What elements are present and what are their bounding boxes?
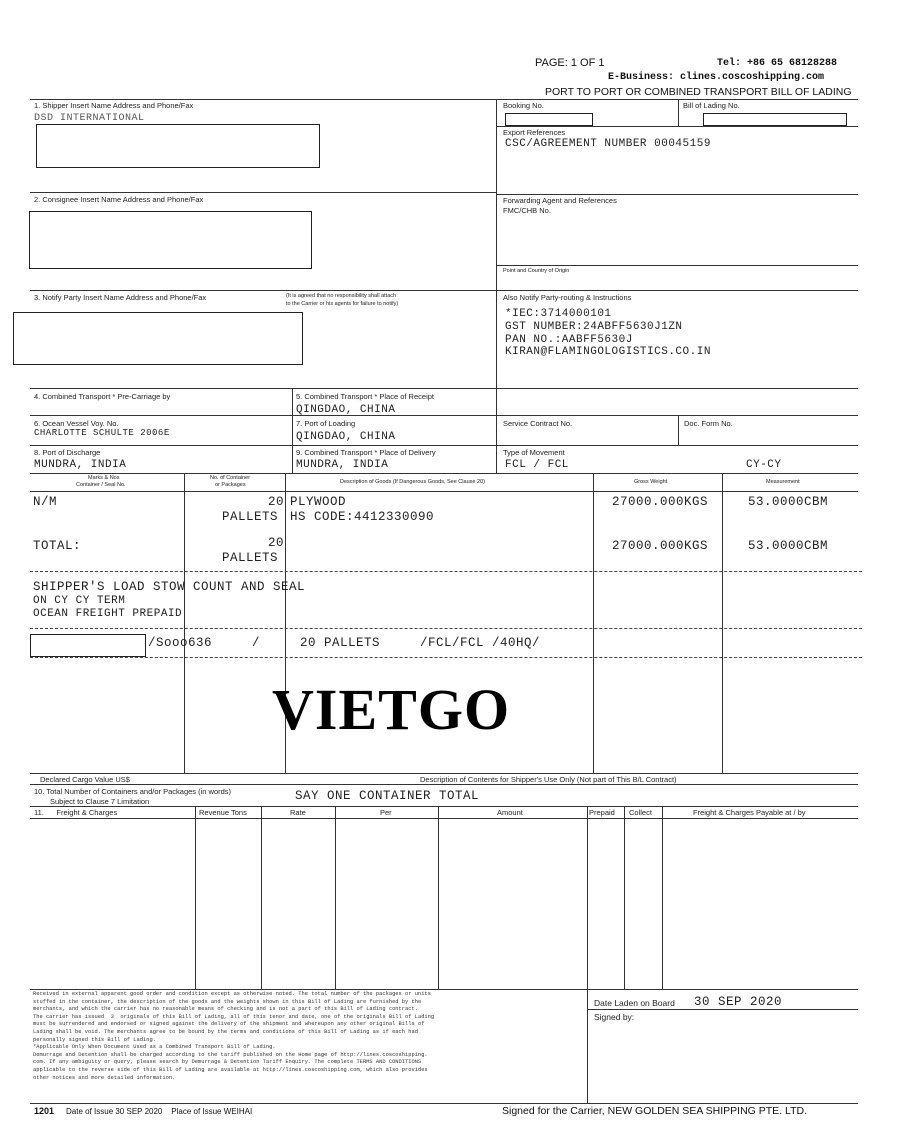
total-measurement: 53.0000CBM xyxy=(748,539,829,553)
rate-header: Rate xyxy=(290,808,306,817)
freight-prepaid-clause: OCEAN FREIGHT PREPAID xyxy=(33,608,183,620)
prepaid-header: Prepaid xyxy=(589,808,615,817)
container-number-redaction-box xyxy=(30,634,146,657)
declared-value-label: Declared Cargo Value US$ xyxy=(40,775,130,784)
per-header: Per xyxy=(380,808,392,817)
shipper-name: DSD INTERNATIONAL xyxy=(34,113,145,124)
origin-label: Point and Country of Origin xyxy=(503,268,570,274)
place-of-receipt-value: QINGDAO, CHINA xyxy=(296,404,396,416)
e-business: E-Business: clines.coscoshipping.com xyxy=(608,72,825,83)
telephone: Tel: +86 65 68128288 xyxy=(717,58,838,69)
watermark-logo: VIETGO xyxy=(272,677,511,742)
booking-label: Booking No. xyxy=(503,101,544,110)
payable-at-header: Freight & Charges Payable at / by xyxy=(693,808,806,817)
page-number: PAGE: 1 OF 1 xyxy=(535,57,605,69)
freight-charges-header: 11. Freight & Charges xyxy=(34,808,118,817)
also-notify-line-3: PAN NO.:AABFF5630J xyxy=(505,334,633,346)
port-of-discharge-label: 8. Port of Discharge xyxy=(34,448,101,457)
port-of-loading-value: QINGDAO, CHINA xyxy=(296,431,396,443)
issue-date-place: Date of Issue 30 SEP 2020 Place of Issue WEIHAI xyxy=(66,1107,253,1116)
packages-header-2: or Packages xyxy=(215,482,246,488)
total-quantity: 20 xyxy=(268,536,285,550)
notify-redaction-box xyxy=(13,312,303,365)
consignee-label: 2. Consignee Insert Name Address and Phone/Fax xyxy=(34,195,204,204)
also-notify-line-2: GST NUMBER:24ABFF5630J1ZN xyxy=(505,321,683,333)
shipper-redaction-box xyxy=(36,124,320,168)
bill-of-lading-label: Bill of Lading No. xyxy=(683,101,740,110)
total-containers-sub: Subject to Clause 7 Limitation xyxy=(50,797,150,806)
cargo-marks: N/M xyxy=(33,495,58,509)
port-of-loading-label: 7. Port of Loading xyxy=(296,419,356,428)
type-of-movement-terms: CY-CY xyxy=(746,459,782,471)
doc-form-label: Doc. Form No. xyxy=(684,419,733,428)
amount-header: Amount xyxy=(497,808,523,817)
form-code: 1201 xyxy=(34,1106,55,1116)
vessel-value: CHARLOTTE SCHULTE 2006E xyxy=(34,428,170,438)
cargo-measurement: 53.0000CBM xyxy=(748,495,829,509)
service-contract-label: Service Contract No. xyxy=(503,419,573,428)
shipper-label: 1. Shipper Insert Name Address and Phone/Fax xyxy=(34,101,194,110)
carrier-signature: Signed for the Carrier, NEW GOLDEN SEA SHIPPING PTE. LTD. xyxy=(502,1105,807,1117)
total-label: TOTAL: xyxy=(33,539,82,553)
also-notify-label: Also Notify Party-routing & Instructions xyxy=(503,293,632,302)
notify-note-2: to the Carrier or his agents for failure to notify) xyxy=(286,301,399,307)
cy-term-clause: ON CY CY TERM xyxy=(33,595,126,607)
description-header: Description of Goods (If Dangerous Goods, See Clause 20) xyxy=(340,479,485,485)
date-laden-value: 30 SEP 2020 xyxy=(694,995,783,1009)
cargo-hs-code: HS CODE:4412330090 xyxy=(290,510,435,524)
packages-header: No. of Container xyxy=(210,475,251,481)
terms-text: Received in external apparent good order and condition except as otherwise noted. The total number of the packages or units stuffed in the container, the description of the goods and the weights shown in this Bill of Lading are furnished by the merchants, and which the carrier has no reasonable means of checking and is not a part of this Bill of Lading contract. The carrier has issued 3 originals of this Bill of Lading, all of this tenor and date, one of the originals Bill of Lading must be surrendered and endorsed or signed against the delivery of the shipment and whereupon any other original Bills of Lading shall be void. The merchants agree to be bound by the terms and conditions of this Bill of Lading as if each had personally signed this Bill of Lading. *Applicable Only When Document Used as a Combined Transport Bill of Lading. Demurrage and Detention shall be charged according to the tariff published on the Home page of http://lines.coscoshipping. com. If any ambiguity or query, please search by Demurrage & Detention Tariff Enquiry. The complete TERMS AND CONDITIONS applicable to the reverse side of this Bill of Lading are available at http://lines.coscoshipping.com, which also provides other notices and more detailed information. xyxy=(33,991,435,1081)
gross-weight-header: Gross Weight xyxy=(634,479,668,485)
cargo-description: PLYWOOD xyxy=(290,495,347,509)
revenue-tons-header: Revenue Tons xyxy=(199,808,247,817)
vessel-label: 6. Ocean Vessel Voy. No. xyxy=(34,419,119,428)
total-containers-value: SAY ONE CONTAINER TOTAL xyxy=(295,789,480,803)
export-references-value: CSC/AGREEMENT NUMBER 00045159 xyxy=(505,138,711,150)
forwarding-agent-label: Forwarding Agent and References xyxy=(503,196,617,205)
contents-description-label: Description of Contents for Shipper's Use Only (Not part of This B/L Contract) xyxy=(420,775,677,784)
shipper-load-clause: SHIPPER'S LOAD STOW COUNT AND SEAL xyxy=(33,580,306,594)
total-gross-weight: 27000.000KGS xyxy=(612,539,709,553)
document-title: PORT TO PORT OR COMBINED TRANSPORT BILL OF LADING xyxy=(545,86,852,98)
date-laden-label: Date Laden on Board xyxy=(594,998,675,1008)
place-of-delivery-value: MUNDRA, INDIA xyxy=(296,459,389,471)
fmc-chb-label: FMC/CHB No. xyxy=(503,206,551,215)
container-seal-header: Container / Seal No. xyxy=(76,482,126,488)
cargo-quantity: 20 xyxy=(268,495,285,509)
total-unit: PALLETS xyxy=(222,551,279,565)
also-notify-line-4: KIRAN@FLAMINGOLOGISTICS.CO.IN xyxy=(505,346,711,358)
port-of-discharge-value: MUNDRA, INDIA xyxy=(34,459,127,471)
place-of-delivery-label: 9. Combined Transport * Place of Delivery xyxy=(296,448,436,457)
also-notify-line-1: *IEC:3714000101 xyxy=(505,308,612,320)
place-of-receipt-label: 5. Combined Transport * Place of Receipt xyxy=(296,392,434,401)
export-references-label: Export References xyxy=(503,128,566,137)
collect-header: Collect xyxy=(629,808,652,817)
type-of-movement-value: FCL / FCL xyxy=(505,459,569,471)
marks-header: Marks & Nos xyxy=(88,475,120,481)
pre-carriage-label: 4. Combined Transport * Pre-Carriage by xyxy=(34,392,171,401)
total-containers-label: 10. Total Number of Containers and/or Packages (in words) xyxy=(34,787,232,796)
type-of-movement-label: Type of Movement xyxy=(503,448,565,457)
consignee-redaction-box xyxy=(29,211,312,269)
measurement-header: Measurement xyxy=(766,479,800,485)
cargo-unit: PALLETS xyxy=(222,510,279,524)
bill-of-lading-box xyxy=(703,113,847,126)
notify-note-1: (It is agreed that no responsibility shall attach xyxy=(286,293,397,299)
signed-by-label: Signed by: xyxy=(594,1012,635,1022)
cargo-gross-weight: 27000.000KGS xyxy=(612,495,709,509)
booking-number-box xyxy=(505,113,593,126)
container-line: /Sooo636 / 20 PALLETS /FCL/FCL /40HQ/ xyxy=(148,636,541,650)
notify-party-label: 3. Notify Party Insert Name Address and Phone/Fax xyxy=(34,293,207,302)
